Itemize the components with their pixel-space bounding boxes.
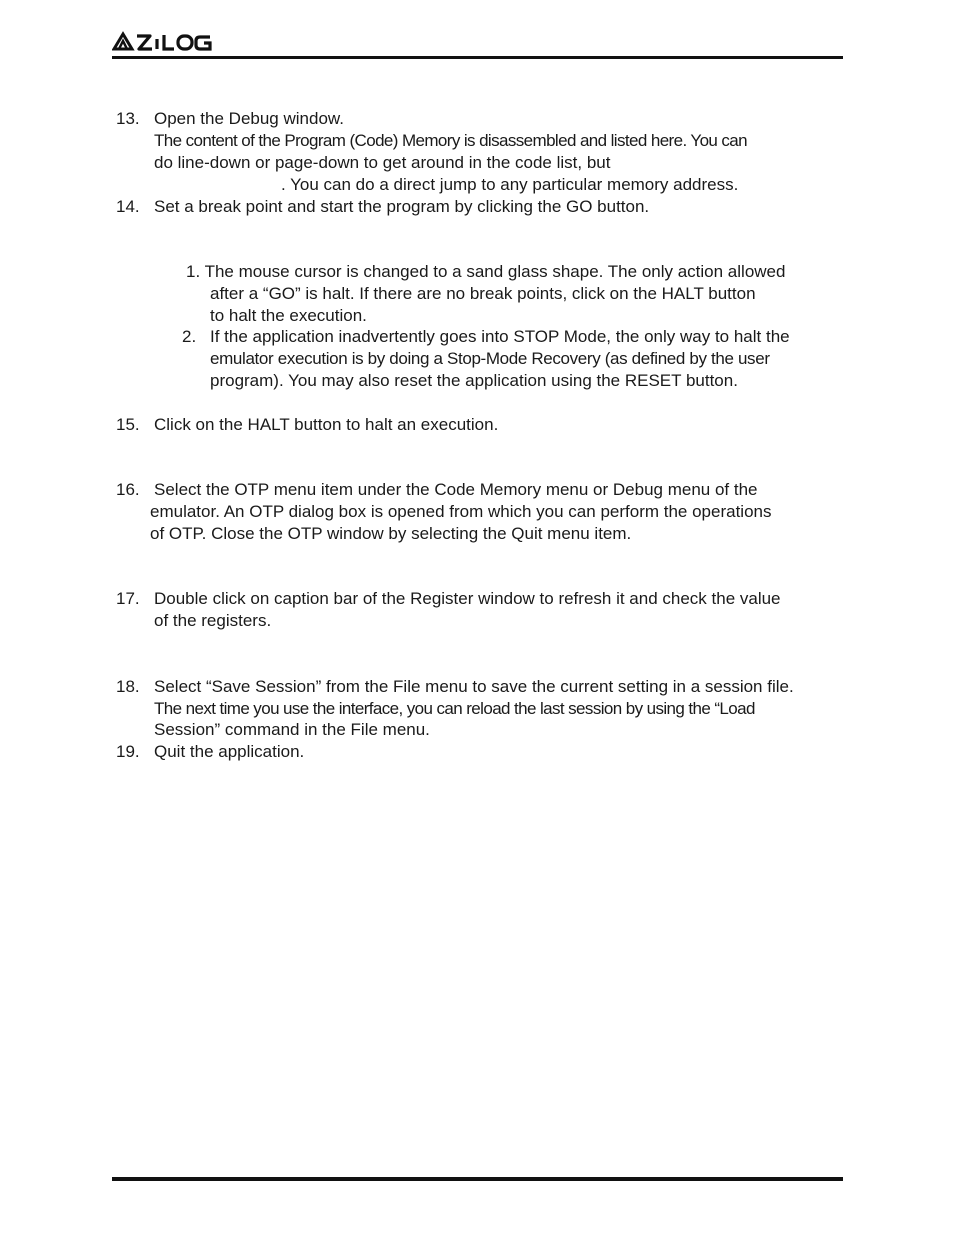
step-18-line-1: Select “Save Session” from the File menu to save the current setting in a session file. — [154, 677, 794, 696]
step-16-line-2: emulator. An OTP dialog box is opened from which you can perform the operations — [150, 502, 772, 521]
step-15-number: 15. — [116, 415, 140, 434]
step-13-line-3: . You can do a direct jump to any particular memory address. — [281, 175, 739, 194]
step-13-title: Open the Debug window. — [154, 109, 344, 128]
step-13-line-2: do line-down or page-down to get around in the code list, but — [154, 153, 611, 172]
step-18-number: 18. — [116, 677, 140, 696]
step-15-text: Click on the HALT button to halt an execution. — [154, 415, 499, 434]
step-16-number: 16. — [116, 480, 140, 499]
step-18-line-3: Session” command in the File menu. — [154, 720, 430, 739]
step-13-line-1: The content of the Program (Code) Memory is disassembled and listed here. You can — [154, 131, 748, 150]
note-1-line-2: after a “GO” is halt. If there are no break points, click on the HALT button — [210, 284, 756, 303]
note-1-line-3: to halt the execution. — [210, 306, 367, 325]
zilog-logo-icon — [112, 31, 214, 53]
step-13-number: 13. — [116, 109, 140, 128]
note-2-line-3: program). You may also reset the application using the RESET button. — [210, 371, 738, 390]
step-18-line-2: The next time you use the interface, you can reload the last session by using the “Load — [154, 699, 755, 718]
step-17-line-1: Double click on caption bar of the Register window to refresh it and check the value — [154, 589, 781, 608]
note-1-line-1: 1. The mouse cursor is changed to a sand glass shape. The only action allowed — [186, 262, 786, 281]
step-16-line-3: of OTP. Close the OTP window by selecting the Quit menu item. — [150, 524, 632, 543]
header-rule — [112, 56, 843, 59]
step-19-number: 19. — [116, 742, 140, 761]
note-2-number: 2. — [182, 327, 197, 346]
step-19-text: Quit the application. — [154, 742, 305, 761]
step-14-text: Set a break point and start the program by clicking the GO button. — [154, 197, 650, 216]
note-2-line-1: If the application inadvertently goes into STOP Mode, the only way to halt the — [210, 327, 790, 346]
zilog-logo — [112, 30, 214, 54]
step-17-number: 17. — [116, 589, 140, 608]
note-2-line-2: emulator execution is by doing a Stop-Mode Recovery (as defined by the user — [210, 349, 770, 368]
step-14-number: 14. — [116, 197, 140, 216]
footer-rule — [112, 1177, 843, 1181]
step-17-line-2: of the registers. — [154, 611, 272, 630]
step-16-line-1: Select the OTP menu item under the Code Memory menu or Debug menu of the — [154, 480, 758, 499]
